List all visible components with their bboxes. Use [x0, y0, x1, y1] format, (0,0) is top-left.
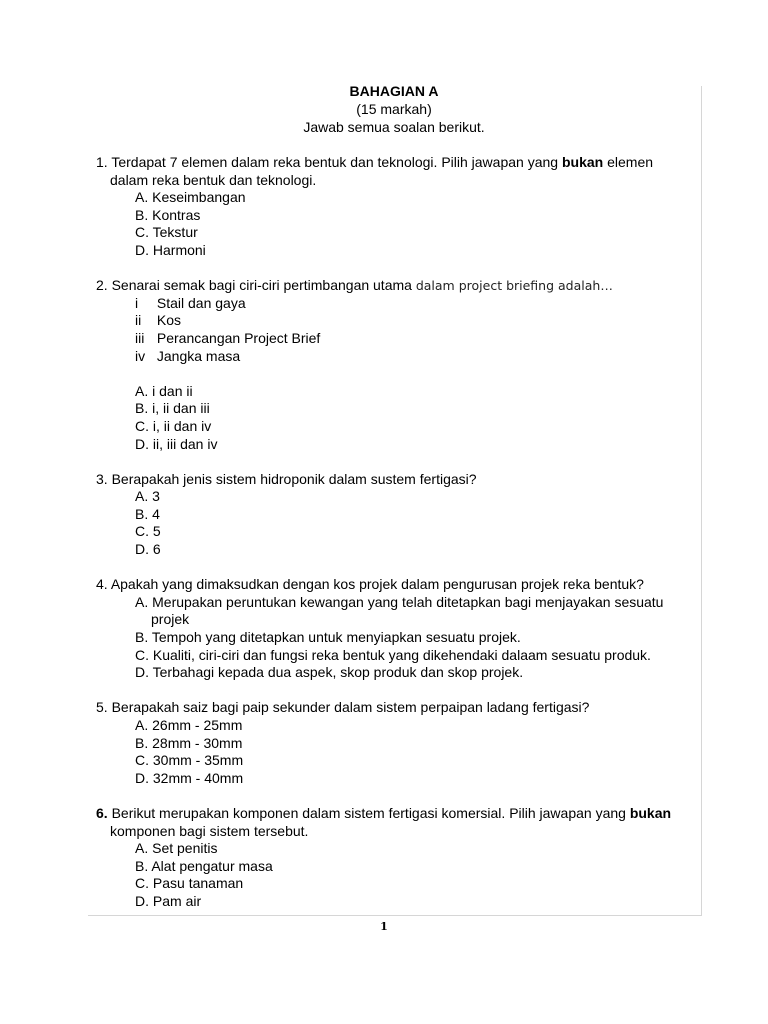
question-number: 4.	[96, 576, 108, 593]
question-text-continued: komponen bagi sistem tersebut.	[110, 822, 309, 839]
option-b: B. Alat pengatur masa	[135, 857, 273, 874]
question-3-options	[96, 488, 696, 558]
statement-item: i Stail dan gaya	[135, 294, 246, 311]
option-a: A. 3	[135, 488, 160, 505]
question-5	[96, 699, 696, 787]
question-text: Terdapat 7 elemen dalam reka bentuk dan teknologi. Pilih jawapan yang	[111, 154, 559, 170]
question-text: Senarai semak bagi ciri-ciri pertimbangan utama	[111, 277, 412, 294]
option-d: D. Harmoni	[135, 241, 206, 258]
question-6	[96, 805, 696, 911]
section-title: BAHAGIAN A	[349, 83, 439, 99]
option-b: B. Kontras	[135, 206, 201, 223]
option-b: B. 28mm - 30mm	[135, 734, 243, 751]
option-a: A. 26mm - 25mm	[135, 717, 243, 733]
question-number: 3.	[96, 470, 108, 487]
question-2-statements	[96, 295, 696, 365]
option-a: A. Merupakan peruntukan kewangan yang telah ditetapkan bagi menjayakan sesuatu projek	[135, 594, 696, 629]
question-text: elemen	[607, 154, 654, 170]
question-3-stem	[96, 471, 696, 489]
statement-item: iv Jangka masa	[135, 347, 241, 364]
question-number: 5.	[96, 699, 108, 716]
option-a-continued: projek	[151, 611, 190, 628]
question-text-continued: dalam reka bentuk dan teknologi.	[110, 171, 317, 188]
question-4	[96, 576, 696, 682]
question-2-stem	[96, 277, 696, 295]
question-number: 6.	[96, 804, 108, 821]
question-3	[96, 471, 696, 559]
question-text-light: dalam project briefing adalah…	[415, 278, 613, 294]
option-d: D. 32mm - 40mm	[135, 769, 244, 786]
option-d: D. 6	[135, 541, 161, 558]
option-c: C. Kualiti, ciri-ciri dan fungsi reka bentuk yang dikehendaki dalaam sesuatu produk.	[135, 646, 651, 663]
question-2-options	[96, 383, 696, 453]
option-c: C. Pasu tanaman	[135, 875, 244, 892]
question-emphasis: bukan	[629, 804, 672, 821]
option-c: C. 5	[135, 523, 161, 540]
option-a: A. i dan ii	[135, 382, 193, 399]
question-emphasis: bukan	[561, 154, 604, 170]
question-4-stem	[96, 576, 696, 594]
option-b: B. Tempoh yang ditetapkan untuk menyiapkan sesuatu projek.	[135, 629, 521, 646]
question-list	[96, 154, 696, 911]
question-1-options	[96, 189, 696, 259]
question-6-stem	[96, 805, 696, 840]
option-c: C. 30mm - 35mm	[135, 752, 244, 769]
question-2	[96, 277, 696, 453]
question-1	[96, 154, 696, 260]
statement-item: ii Kos	[135, 312, 182, 329]
question-number: 2.	[96, 277, 108, 294]
question-text: Apakah yang dimaksudkan dengan kos projek dalam pengurusan projek reka bentuk?	[110, 576, 644, 593]
page-number: 1	[380, 920, 388, 933]
section-header	[0, 82, 768, 136]
question-5-options	[96, 717, 696, 787]
option-b: B. i, ii dan iii	[135, 400, 210, 417]
question-text: Berikut merupakan komponen dalam sistem fertigasi komersial. Pilih jawapan yang	[111, 804, 626, 821]
statement-item: iii Perancangan Project Brief	[135, 329, 321, 346]
option-d: D. Pam air	[135, 892, 202, 909]
section-instruction: Jawab semua soalan berikut.	[303, 119, 485, 135]
question-4-options	[96, 594, 696, 682]
option-b: B. 4	[135, 505, 160, 522]
question-5-stem	[96, 699, 696, 717]
option-d: D. Terbahagi kepada dua aspek, skop produk dan skop projek.	[135, 664, 524, 681]
question-text: Berapakah jenis sistem hidroponik dalam sustem fertigasi?	[111, 470, 477, 487]
option-c: C. Tekstur	[135, 224, 198, 241]
section-marks: (15 markah)	[356, 101, 432, 117]
question-6-options	[96, 840, 696, 910]
option-d: D. ii, iii dan iv	[135, 435, 218, 452]
option-c: C. i, ii dan iv	[135, 417, 212, 434]
question-text: Berapakah saiz bagi paip sekunder dalam sistem perpaipan ladang fertigasi?	[111, 699, 590, 716]
option-a: A. Set penitis	[135, 840, 218, 857]
question-1-stem	[96, 154, 696, 189]
question-number: 1.	[96, 154, 108, 170]
option-a: A. Keseimbangan	[135, 189, 246, 206]
